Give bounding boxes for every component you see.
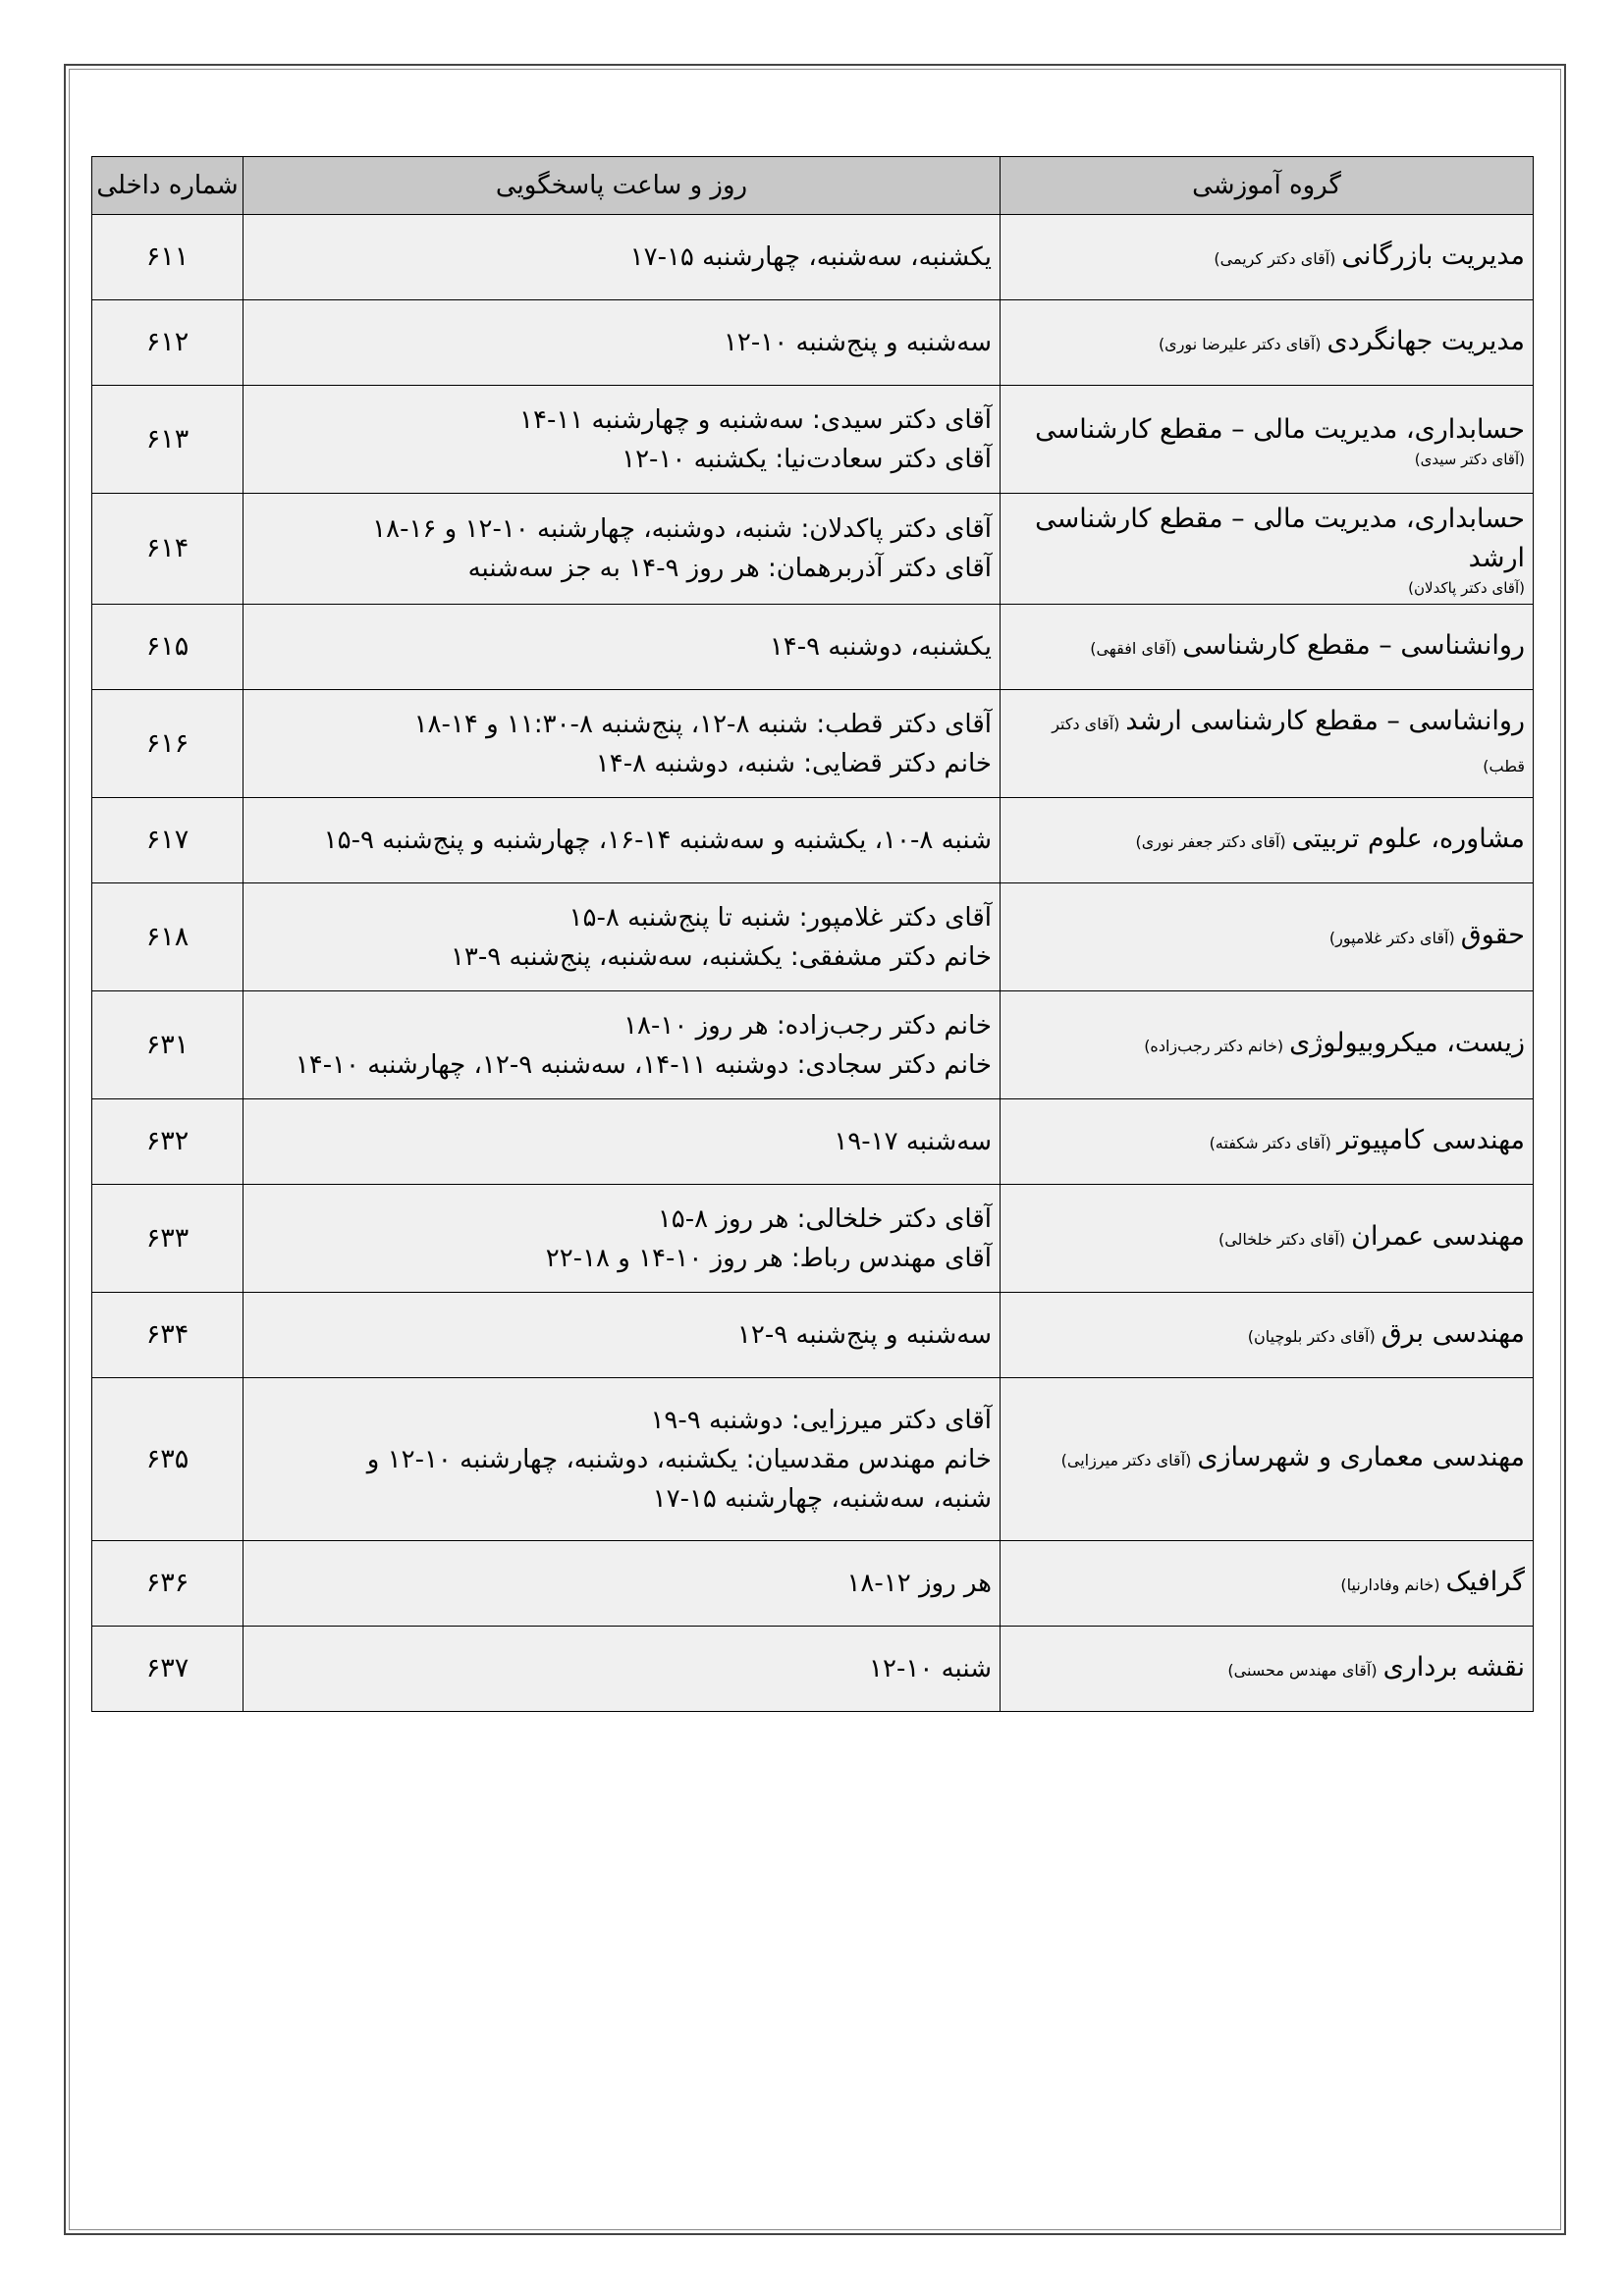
table-row [92,1185,1534,1293]
department-name: زیست، میکروبیولوژی [1289,1028,1525,1058]
department-contact-person: (آقای افقهی) [1090,638,1177,658]
hours-line: آقای دکتر میرزایی: دوشنبه ۹-۱۹ [650,1405,992,1435]
department-name: مهندسی عمران [1351,1221,1525,1252]
department-contact-person: (آقای دکتر شکفته) [1209,1133,1331,1152]
department-name: نقشه برداری [1382,1651,1525,1682]
extension-cell: ۶۳۱ [92,991,244,1099]
department-cell [1001,1541,1534,1627]
hours-line: شنبه ۱۰-۱۲ [869,1654,992,1683]
table-row [92,1293,1534,1378]
hours-cell [244,1627,1001,1712]
table-row [92,386,1534,494]
header-group: گروه آموزشی [1001,157,1534,215]
hours-cell [244,494,1001,605]
department-contact-person: (آقای دکتر میرزایی) [1060,1451,1192,1469]
hours-line: آقای دکتر سیدی: سه‌شنبه و چهارشنبه ۱۱-۱۴ [519,404,992,435]
department-cell [1001,1293,1534,1378]
hours-line: خانم دکتر سجادی: دوشنبه ۱۱-۱۴، سه‌شنبه ۹-۱۲، چهارشنبه ۱۰-۱۴ [295,1049,992,1080]
extension-cell: ۶۳۳ [92,1185,244,1293]
table-row [92,605,1534,690]
department-name: روانشناسی – مقطع کارشناسی [1182,629,1525,661]
hours-cell [244,300,1001,386]
header-extension: شماره داخلی [92,157,244,215]
department-contact-person: (آقای دکتر پاکدلان) [1408,579,1525,597]
hours-cell [244,1099,1001,1185]
hours-cell [244,215,1001,300]
department-contact-person: (آقای دکتر جعفر نوری) [1135,831,1286,851]
department-name: حسابداری، مدیریت مالی – مقطع کارشناسی ارشد [1035,504,1525,573]
department-name: روانشاسی – مقطع کارشناسی ارشد [1125,705,1525,736]
table-header-row [92,157,1534,215]
hours-cell [244,1378,1001,1541]
department-contact-person: (خانم دکتر رجب‌زاده) [1144,1037,1284,1055]
hours-line: شنبه، سه‌شنبه، چهارشنبه ۱۵-۱۷ [652,1483,992,1514]
department-contact-person: (آقای دکتر سیدی) [1414,450,1525,468]
department-contact-person: (آقای دکتر علیرضا نوری) [1158,334,1322,353]
extension-cell: ۶۳۶ [92,1541,244,1627]
department-name: مهندسی برق [1380,1317,1525,1349]
table-row [92,883,1534,991]
table-row [92,1378,1534,1541]
extension-cell: ۶۳۴ [92,1293,244,1378]
department-cell [1001,1378,1534,1541]
hours-line: آقای دکتر غلامپور: شنبه تا پنج‌شنبه ۸-۱۵ [568,902,992,933]
hours-cell [244,1541,1001,1627]
hours-cell [244,605,1001,690]
hours-cell [244,991,1001,1099]
table-row [92,991,1534,1099]
department-name: مشاوره، علوم تربیتی [1291,823,1525,854]
department-cell [1001,991,1534,1099]
table-row [92,1541,1534,1627]
extension-cell: ۶۳۷ [92,1627,244,1712]
extension-cell: ۶۱۸ [92,883,244,991]
department-name: گرافیک [1445,1566,1525,1597]
table-body [92,215,1534,1712]
department-cell [1001,883,1534,991]
department-cell [1001,1099,1534,1185]
department-contact-person: (آقای دکتر کریمی) [1214,248,1336,268]
department-cell [1001,300,1534,386]
hours-line: سه‌شنبه ۱۷-۱۹ [834,1127,992,1156]
hours-line: خانم دکتر قضایی: شنبه، دوشنبه ۸-۱۴ [595,748,992,778]
department-hours-table [91,156,1534,1712]
hours-line: آقای دکتر آذربرهمان: هر روز ۹-۱۴ به جز سه‌شنبه [467,554,992,583]
table-row [92,300,1534,386]
hours-line: آقای دکتر پاکدلان: شنبه، دوشنبه، چهارشنبه ۱۰-۱۲ و ۱۶-۱۸ [372,514,992,544]
hours-line: آقای دکتر خلخالی: هر روز ۸-۱۵ [657,1203,992,1234]
hours-cell [244,1293,1001,1378]
hours-line: آقای دکتر سعادت‌نیا: یکشنبه ۱۰-۱۲ [622,444,992,474]
hours-line: سه‌شنبه و پنج‌شنبه ۱۰-۱۲ [723,328,992,357]
header-hours: روز و ساعت پاسخگویی [244,157,1001,215]
table-row [92,1099,1534,1185]
department-cell [1001,798,1534,883]
department-cell [1001,1627,1534,1712]
department-cell [1001,494,1534,605]
department-contact-person: (آقای دکتر قطب) [1052,714,1525,775]
contact-hours-sheet [91,156,1533,1712]
department-cell [1001,386,1534,494]
hours-line: آقای دکتر قطب: شنبه ۸-۱۲، پنج‌شنبه ۸-۱۱:۳۰ و ۱۴-۱۸ [413,709,992,739]
extension-cell: ۶۱۷ [92,798,244,883]
extension-cell: ۶۳۲ [92,1099,244,1185]
department-contact-person: (آقای دکتر خلخالی) [1218,1230,1346,1249]
hours-line: شنبه ۸-۱۰، یکشنبه و سه‌شنبه ۱۴-۱۶، چهارشنبه و پنج‌شنبه ۹-۱۵ [323,826,992,855]
table-row [92,690,1534,798]
hours-line: یکشنبه، سه‌شنبه، چهارشنبه ۱۵-۱۷ [629,242,992,272]
department-name: مدیریت بازرگانی [1341,240,1525,271]
table-row [92,494,1534,605]
department-name: مهندسی معماری و شهرسازی [1197,1442,1525,1472]
department-cell [1001,605,1534,690]
hours-cell [244,883,1001,991]
hours-line: خانم دکتر مشفقی: یکشنبه، سه‌شنبه، پنج‌شنبه ۹-۱۳ [450,941,992,972]
extension-cell: ۶۱۶ [92,690,244,798]
extension-cell: ۶۱۳ [92,386,244,494]
hours-cell [244,690,1001,798]
hours-line: یکشنبه، دوشنبه ۹-۱۴ [769,632,992,662]
department-cell [1001,1185,1534,1293]
department-name: حسابداری، مدیریت مالی – مقطع کارشناسی [1035,413,1525,445]
extension-cell: ۶۱۴ [92,494,244,605]
department-contact-person: (آقای دکتر غلامپور) [1328,929,1455,947]
table-row [92,215,1534,300]
department-name: مدیریت جهانگردی [1326,325,1525,356]
department-contact-person: (آقای مهندس محسنی) [1227,1660,1378,1680]
extension-cell: ۶۱۲ [92,300,244,386]
table-row [92,1627,1534,1712]
table-row [92,798,1534,883]
hours-line: سه‌شنبه و پنج‌شنبه ۹-۱۲ [736,1320,992,1350]
hours-cell [244,1185,1001,1293]
hours-line: هر روز ۱۲-۱۸ [846,1569,992,1598]
hours-cell [244,386,1001,494]
department-contact-person: (خانم وفادارنیا) [1340,1575,1440,1594]
department-cell [1001,215,1534,300]
department-cell [1001,690,1534,798]
department-contact-person: (آقای دکتر بلوچیان) [1247,1326,1376,1346]
extension-cell: ۶۱۱ [92,215,244,300]
extension-cell: ۶۳۵ [92,1378,244,1541]
extension-cell: ۶۱۵ [92,605,244,690]
hours-line: خانم دکتر رجب‌زاده: هر روز ۱۰-۱۸ [623,1010,992,1041]
hours-line: خانم مهندس مقدسیان: یکشنبه، دوشنبه، چهارشنبه ۱۰-۱۲ و [366,1444,992,1474]
hours-line: آقای مهندس رباط: هر روز ۱۰-۱۴ و ۱۸-۲۲ [545,1243,992,1273]
hours-cell [244,798,1001,883]
department-name: حقوق [1460,920,1525,950]
department-name: مهندسی کامپیوتر [1336,1124,1525,1155]
